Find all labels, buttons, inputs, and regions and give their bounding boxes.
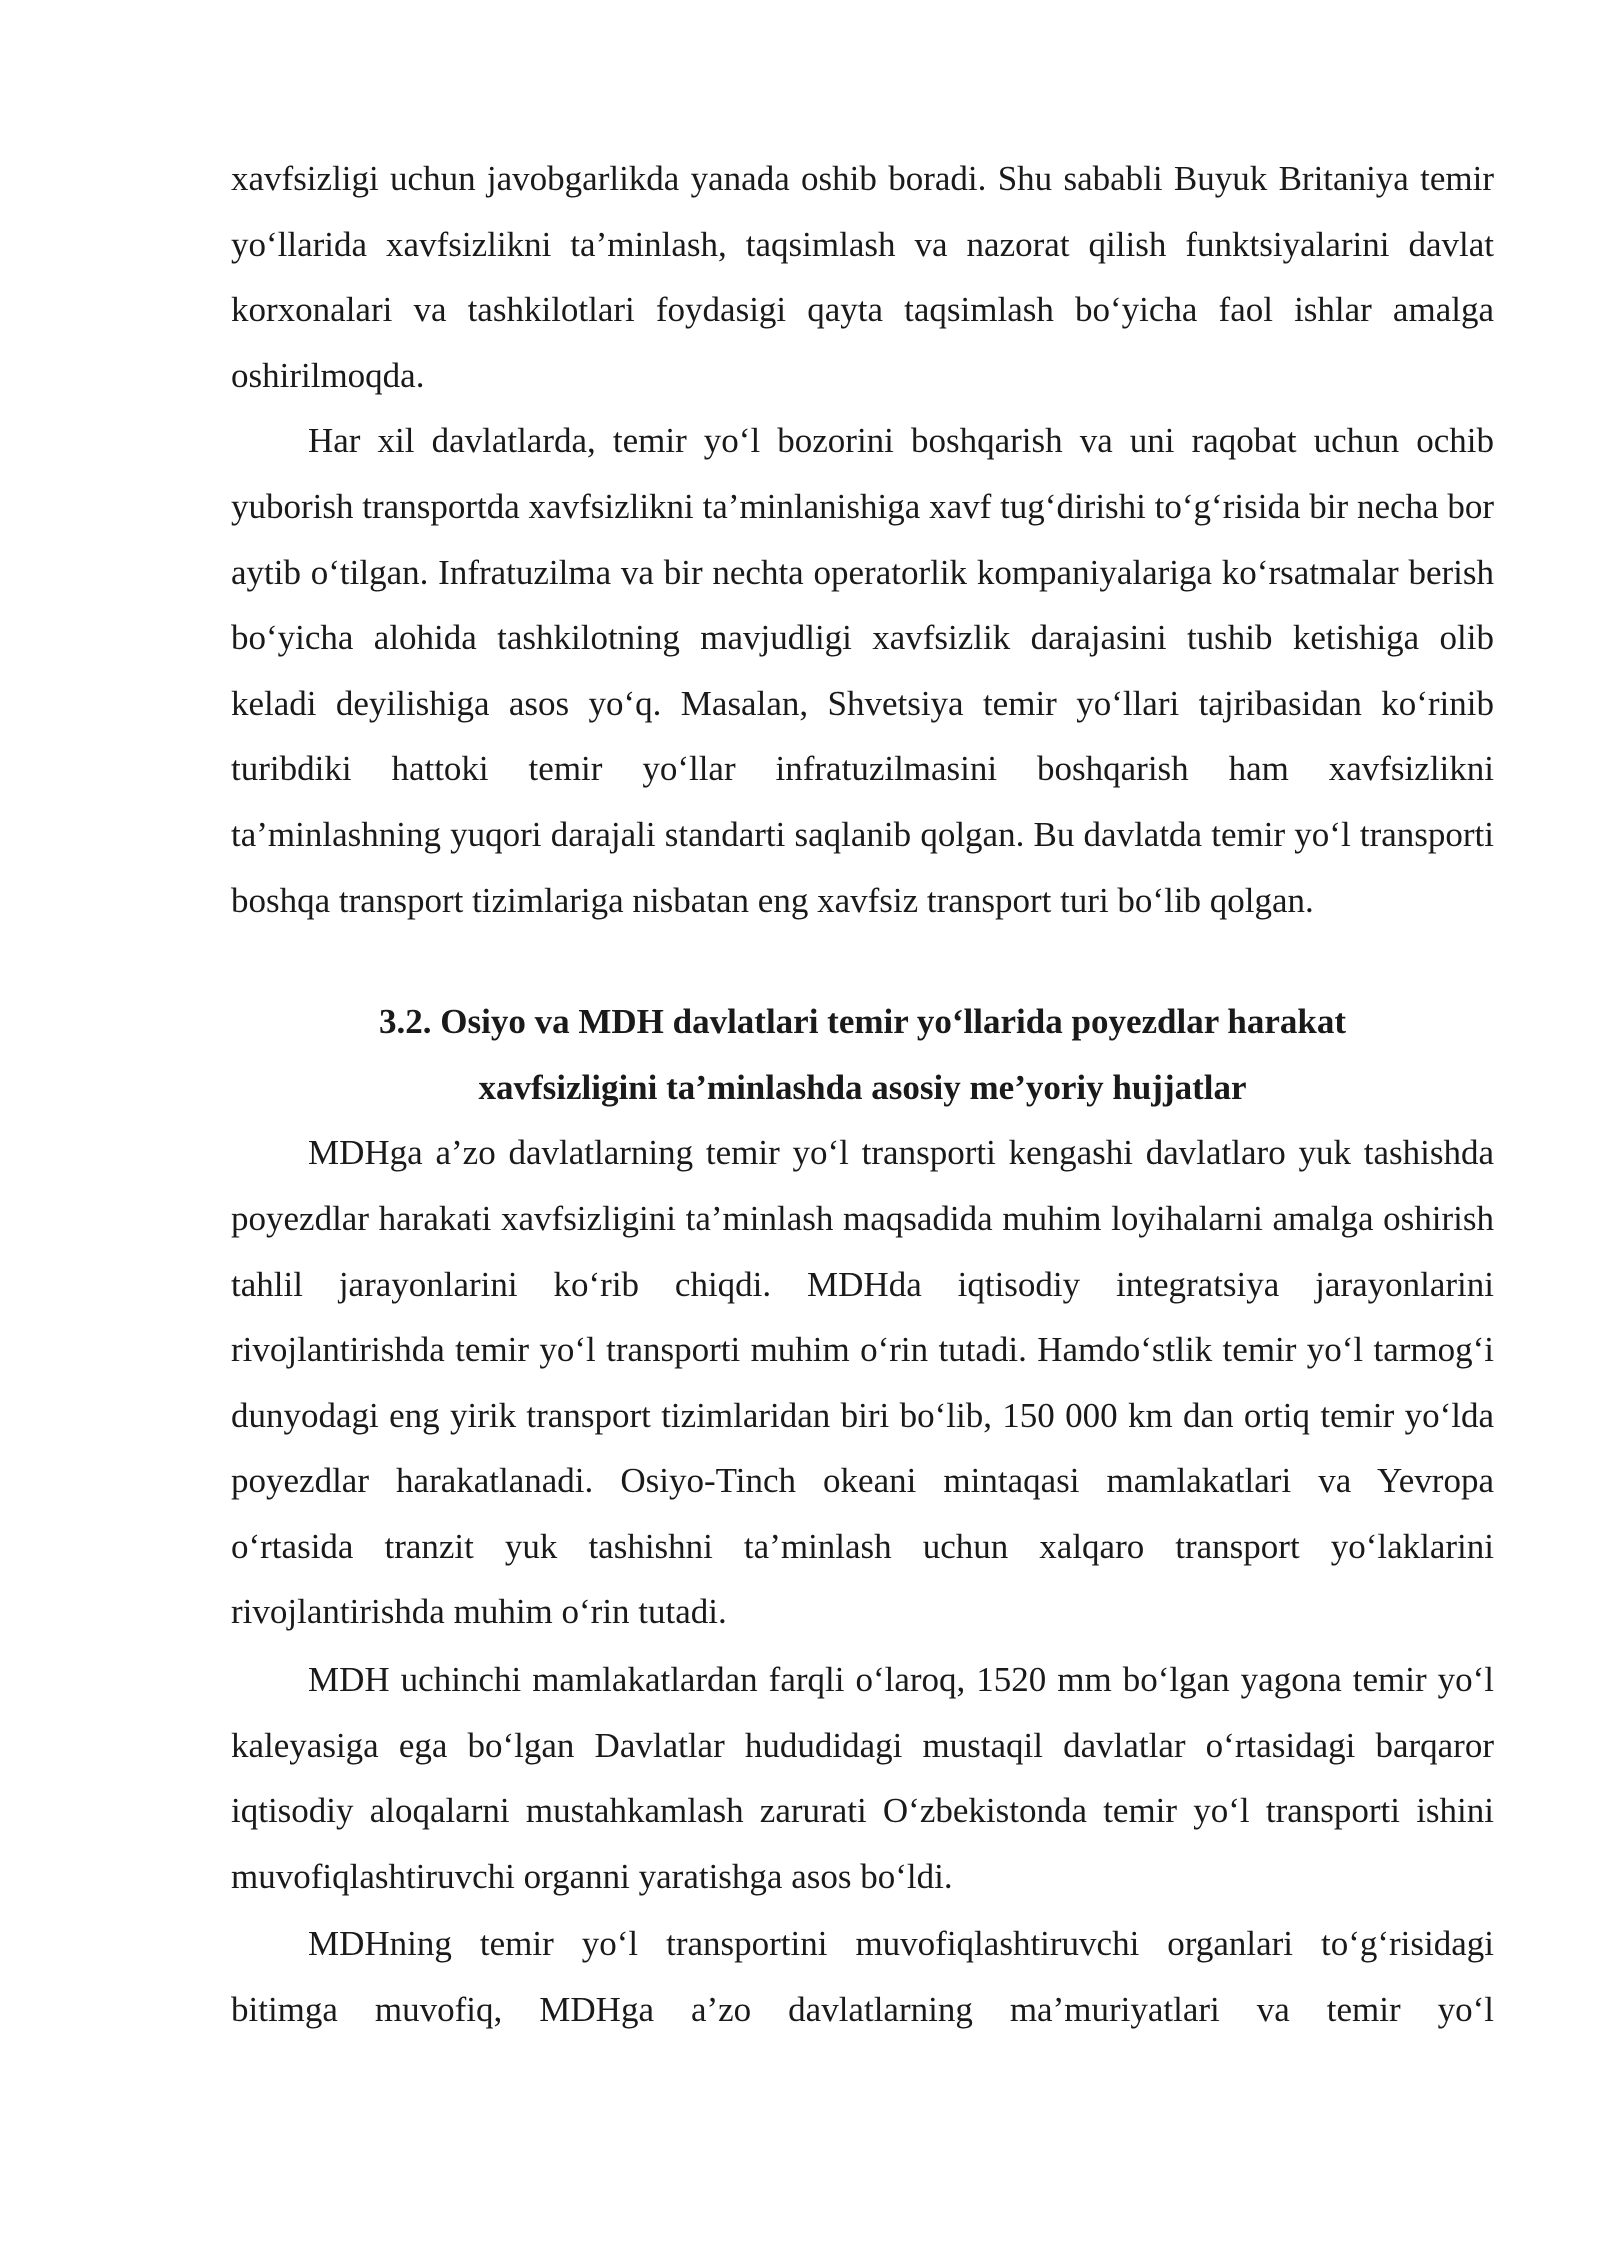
document-page xyxy=(231,146,1494,2043)
paragraph-safety-market: Har xil davlatlarda, temir yo‘l bozorini boshqarish va uni raqobat uchun ochib yuborish transportda xavfsizlikni ta’minlanishiga xavf tug‘dirishi to‘g‘risida bir necha bor aytib o‘tilgan. Infratuzilma va bir nechta operatorlik kompaniyalariga ko‘rsatmalar berish bo‘yicha alohida tashkilotning mavjudligi xavfsizlik darajasini tushib ketishiga olib keladi deyilishiga asos yo‘q. Masalan, Shvetsiya temir yo‘llari tajribasidan ko‘rinib turibdiki hattoki temir yo‘llar infratuzilmasini boshqarish ham xavfsizlikni ta’minlashning yuqori darajali standarti saqlanib qolgan. Bu davlatda temir yo‘l transporti boshqa transport tizimlariga nisbatan eng xavfsiz transport turi bo‘lib qolgan. xyxy=(231,421,1494,920)
section-heading xyxy=(231,989,1494,1120)
paragraph-cis-council: MDHga a’zo davlatlarning temir yo‘l transporti kengashi davlatlaro yuk tashishda poyezdlar harakati xavfsizligini ta’minlash maqsadida muhim loyihalarni amalga oshirish tahlil jarayonlarini ko‘rib chiqdi. MDHda iqtisodiy integratsiya jarayonlarini rivojlantirishda temir yo‘l transporti muhim o‘rin tutadi. Hamdo‘stlik temir yo‘l tarmog‘i dunyodagi eng yirik transport tizimlaridan biri bo‘lib, 150 000 km dan ortiq temir yo‘lda poyezdlar harakatlanadi. Osiyo-Tinch okeani mintaqasi mamlakatlari va Yevropa o‘rtasida tranzit yuk tashishni ta’minlash uchun xalqaro transport yo‘laklarini rivojlantirishda muhim o‘rin tutadi. xyxy=(231,1133,1494,1632)
paragraph-cis-gauge: MDH uchinchi mamlakatlardan farqli o‘laroq, 1520 mm bo‘lgan yagona temir yo‘l kaleyasiga ega bo‘lgan Davlatlar hududidagi mustaqil davlatlar o‘rtasidagi barqaror iqtisodiy aloqalarni mustahkamlash zarurati O‘zbekistonda temir yo‘l transporti ishini muvofiqlashtiruvchi organni yaratishga asos bo‘ldi. xyxy=(231,1660,1494,1896)
section-heading-line-2: xavfsizligini ta’minlashda asosiy me’yoriy hujjatlar xyxy=(478,1067,1247,1107)
paragraph-cis-agreement: MDHning temir yo‘l transportini muvofiqlashtiruvchi organlari to‘g‘risidagi bitimga muvofiq, MDHga a’zo davlatlarning ma’muriyatlari va temir yo‘l xyxy=(231,1924,1494,2030)
section-heading-line-1: 3.2. Osiyo va MDH davlatlari temir yo‘llarida poyezdlar harakat xyxy=(379,1002,1346,1042)
paragraph-continuation: xavfsizligi uchun javobgarlikda yanada oshib boradi. Shu sababli Buyuk Britaniya temir yo‘llarida xavfsizlikni ta’minlash, taqsimlash va nazorat qilish funktsiyalarini davlat korxonalari va tashkilotlari foydasigi qayta taqsimlash bo‘yicha faol ishlar amalga oshirilmoqda. xyxy=(231,159,1494,395)
